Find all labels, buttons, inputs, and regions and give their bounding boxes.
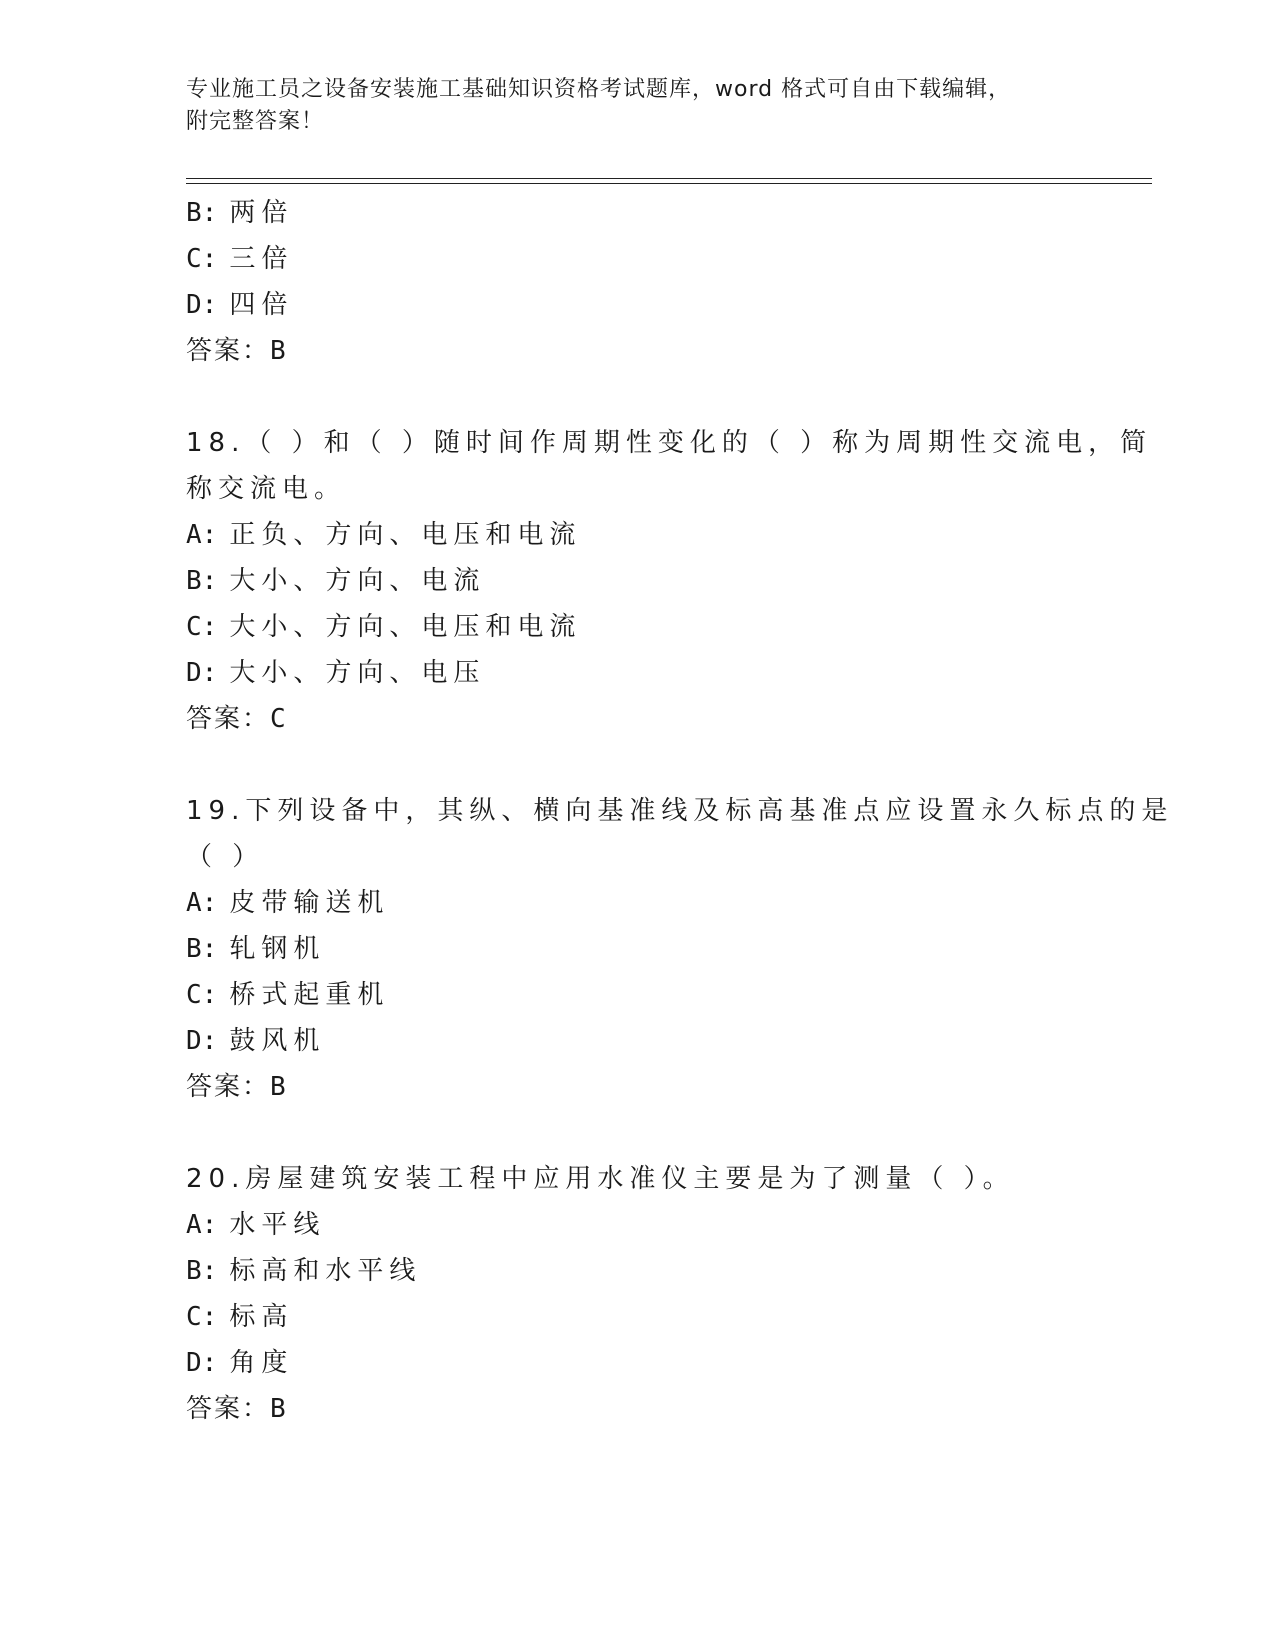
option-d [186, 1018, 1086, 1064]
question-stem-line-2: 称交流电。 [186, 474, 347, 504]
answer-line [186, 1386, 1086, 1432]
option-letter: C: [186, 1302, 218, 1332]
option-text: 鼓风机 [229, 1026, 326, 1056]
option-c [186, 972, 1086, 1018]
answer-line [186, 696, 1086, 742]
option-b [186, 926, 1086, 972]
option-text: 三倍 [229, 244, 294, 274]
option-letter: A: [186, 888, 218, 918]
answer-label: 答案： [186, 704, 271, 734]
question-20 [186, 1156, 1086, 1432]
option-letter: D: [186, 1026, 218, 1056]
header-line-2: 附完整答案！ [186, 109, 325, 134]
option-letter: C: [186, 244, 218, 274]
question-stem-line-2: （ ） [186, 842, 265, 872]
option-letter: A: [186, 520, 218, 550]
option-text: 大小、方向、电流 [229, 566, 486, 596]
option-text: 大小、方向、电压 [229, 658, 486, 688]
option-text: 角度 [229, 1348, 294, 1378]
option-text: 两倍 [229, 198, 294, 228]
question-17-tail [186, 190, 1086, 374]
question-stem-line-1: 20.房屋建筑安装工程中应用水准仪主要是为了测量（ ）。 [186, 1164, 1015, 1194]
option-b [186, 1248, 1086, 1294]
option-letter: C: [186, 612, 218, 642]
option-a [186, 512, 1086, 558]
answer-value: B [270, 1394, 288, 1424]
question-19 [186, 788, 1174, 1110]
option-c [186, 236, 1086, 282]
option-a [186, 1202, 1086, 1248]
option-d [186, 282, 1086, 328]
header-line-1: 专业施工员之设备安装施工基础知识资格考试题库，word 格式可自由下载编辑， [186, 77, 1012, 102]
option-letter: D: [186, 658, 218, 688]
answer-label: 答案： [186, 336, 271, 366]
option-c [186, 1294, 1086, 1340]
option-b [186, 558, 1086, 604]
option-d [186, 1340, 1086, 1386]
document-header [186, 74, 1106, 138]
option-c [186, 604, 1086, 650]
answer-label: 答案： [186, 1072, 271, 1102]
document-body [186, 190, 1174, 1432]
option-b [186, 190, 1086, 236]
option-text: 水平线 [229, 1210, 326, 1240]
question-stem-line-1: 19.下列设备中，其纵、横向基准线及标高基准点应设置永久标点的是 [186, 796, 1174, 826]
option-letter: B: [186, 1256, 218, 1286]
answer-value: B [270, 1072, 288, 1102]
answer-value: C [270, 704, 288, 734]
option-letter: B: [186, 934, 218, 964]
header-rule-bottom [186, 183, 1152, 184]
option-text: 大小、方向、电压和电流 [229, 612, 582, 642]
option-a [186, 880, 1086, 926]
answer-value: B [270, 336, 288, 366]
option-text: 标高和水平线 [229, 1256, 422, 1286]
question-stem-line-1: 18.（ ）和（ ）随时间作周期性变化的（ ）称为周期性交流电，简 [186, 428, 1153, 458]
answer-line [186, 1064, 1086, 1110]
header-rule-top [186, 178, 1152, 179]
option-text: 皮带输送机 [229, 888, 390, 918]
option-letter: A: [186, 1210, 218, 1240]
option-text: 正负、方向、电压和电流 [229, 520, 582, 550]
option-letter: D: [186, 290, 218, 320]
option-text: 桥式起重机 [229, 980, 390, 1010]
option-text: 轧钢机 [229, 934, 326, 964]
answer-line [186, 328, 1086, 374]
option-text: 四倍 [229, 290, 294, 320]
option-letter: B: [186, 198, 218, 228]
option-letter: D: [186, 1348, 218, 1378]
answer-label: 答案： [186, 1394, 271, 1424]
option-letter: B: [186, 566, 218, 596]
option-d [186, 650, 1086, 696]
question-18 [186, 420, 1153, 742]
option-letter: C: [186, 980, 218, 1010]
option-text: 标高 [229, 1302, 294, 1332]
